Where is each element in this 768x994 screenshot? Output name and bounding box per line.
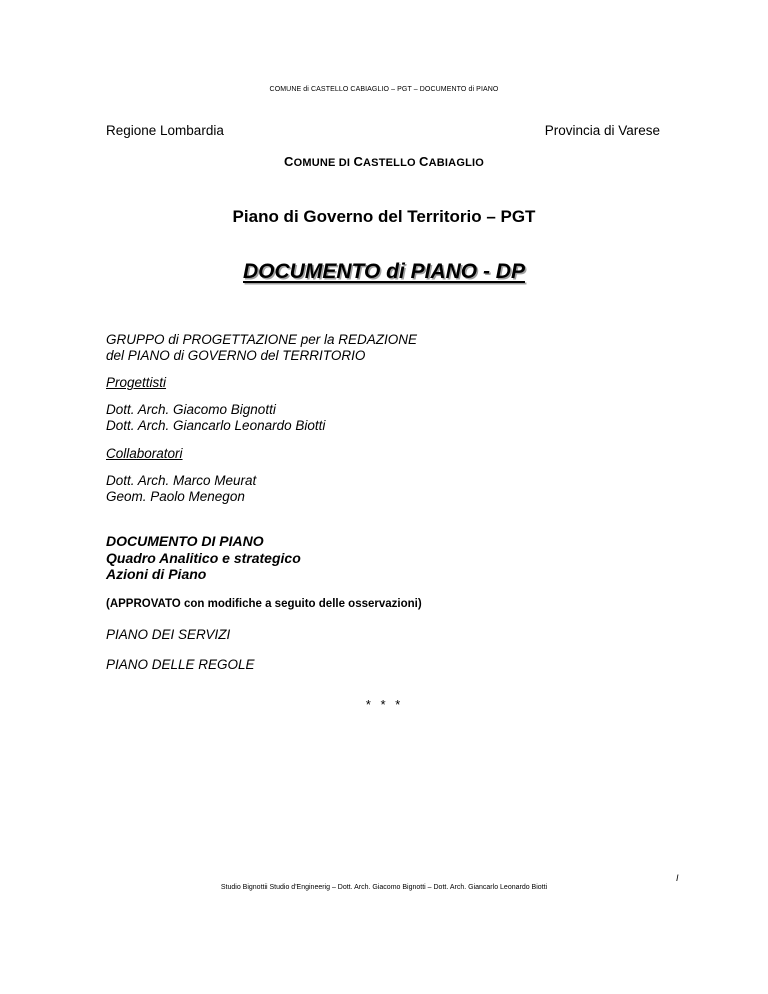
running-header: COMUNE di CASTELLO CABIAGLIO – PGT – DOCUMENTO di PIANO — [269, 86, 499, 93]
collaborators-label: Collaboratori — [106, 446, 183, 461]
municipality-initial: C — [353, 154, 364, 169]
designers-label: Progettisti — [106, 375, 167, 390]
plan-title: Piano di Governo del Territorio – PGT — [232, 207, 536, 226]
municipality-initial: C — [283, 154, 294, 169]
region-label: Regione Lombardia — [106, 123, 224, 138]
province-label: Provincia di Varese — [544, 123, 660, 138]
footer-credit: Studio Bignottii Studio d'Engineerig – Dott. Arch. Giacomo Bignotti – Dott. Arch. Giancarlo Leonardo Biotti — [220, 884, 548, 891]
document-section-line: Quadro Analitico e strategico — [106, 549, 301, 566]
design-group-heading — [106, 332, 417, 364]
document-sections — [106, 533, 301, 583]
collaborator-name: Geom. Paolo Menegon — [106, 489, 245, 504]
document-title: DOCUMENTO di PIANO - DP — [243, 260, 525, 283]
document-section-line: DOCUMENTO DI PIANO — [106, 533, 264, 549]
design-group-line: GRUPPO di PROGETTAZIONE per la REDAZIONE — [106, 332, 418, 347]
rules-plan-label: PIANO DELLE REGOLE — [106, 657, 255, 672]
design-group-line: del PIANO di GOVERNO del TERRITORIO — [106, 348, 366, 363]
collaborator-name: Dott. Arch. Marco Meurat — [106, 473, 257, 488]
municipality-title — [0, 154, 768, 169]
approval-note: (APPROVATO con modifiche a seguito delle osservazioni) — [106, 598, 422, 610]
municipality-word: OMUNE DI — [293, 157, 354, 169]
designer-name: Dott. Arch. Giacomo Bignotti — [106, 402, 276, 417]
page-number: I — [676, 873, 679, 883]
municipality-initial: C — [419, 154, 429, 169]
municipality-word: ASTELLO — [363, 157, 420, 169]
collaborators-list — [106, 473, 256, 505]
municipality-word: ABIAGLIO — [428, 157, 485, 169]
designer-name: Dott. Arch. Giancarlo Leonardo Biotti — [106, 418, 326, 433]
document-section-line: Azioni di Piano — [106, 566, 207, 582]
section-separator: * * * — [365, 697, 403, 712]
designers-list — [106, 402, 325, 434]
services-plan-label: PIANO DEI SERVIZI — [106, 627, 231, 642]
